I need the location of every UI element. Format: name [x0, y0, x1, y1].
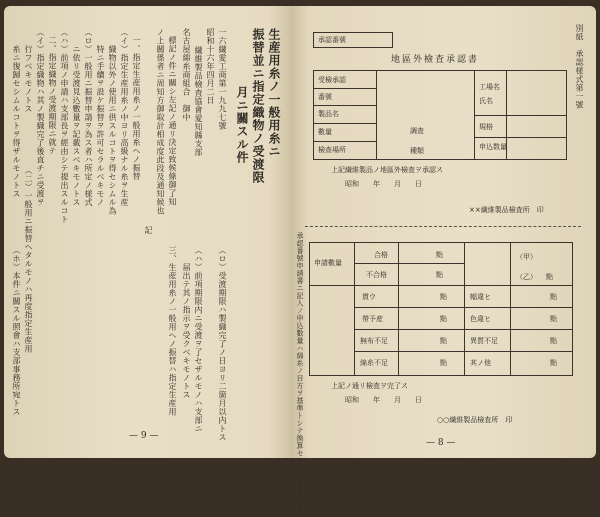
right-page	[291, 6, 596, 517]
row-label: 貫ウ	[362, 293, 376, 301]
unit: 點	[440, 337, 447, 345]
unit: 點	[440, 359, 447, 367]
unit: 點	[550, 293, 557, 301]
recipient: 名古屋綿糸商組合 御中	[182, 28, 191, 122]
body-line: （ホ）本件ニ關スル照會ハ支部事務所宛トス	[12, 246, 21, 416]
title-line-3: 月ニ關スル件	[235, 86, 249, 164]
body-line: 標記ノ件ニ關シ左記ノ通リ決定致候條御了知	[168, 36, 177, 206]
doc-date: 昭和十六年四月二日	[206, 28, 215, 105]
body-line: （ハ）前項ノ申請ハ支部長ヲ經由シテ提出スルコト	[60, 28, 69, 224]
approval-number-box	[313, 32, 393, 48]
title-line-1: 生産用糸ノ一般用糸ニ	[267, 28, 281, 158]
field-label: 檢查場所	[318, 146, 346, 154]
field-label: 數量	[318, 128, 332, 136]
section1-notice: 上記繊維製品ノ地區外檢査ヲ承認ス	[331, 166, 443, 174]
sender: 繊維製品檢査協會愛知縣支部	[194, 46, 203, 157]
body-line: （ロ）一般用ニ振替申請ヲ為ス者ハ所定ノ様式	[84, 28, 93, 207]
row-label: 異質不足	[470, 337, 498, 345]
body-line: （イ）指定織物ハ其ノ製織完了後直チニ受渡ヲ	[36, 28, 45, 207]
mark-b: （乙）	[516, 273, 537, 281]
field-label: 種類	[410, 147, 424, 155]
row-label: 帶予産	[362, 315, 383, 323]
doc-number: 一六繊愛工商第一九九七號	[218, 28, 227, 130]
title-line-2: 振替並ニ指定織物ノ受渡限	[251, 28, 265, 184]
body-line: ノ上關係者ニ周知方御取計相成度此段及通知候也	[156, 28, 165, 215]
page-number-8: — 8 —	[426, 438, 456, 448]
body-line: 特ニ手續ヲ設ケ振替ヲ許可セラルベキモノ	[96, 28, 105, 207]
row-label: 綿糸不足	[360, 359, 388, 367]
section1-date: 昭和 年 月 日	[345, 180, 422, 188]
unit: 點	[436, 251, 443, 259]
left-page	[4, 6, 291, 458]
row-label: 不合格	[366, 271, 387, 279]
body-line: ニ依リ受渡見込數量ヲ記載スベキモノトス	[72, 28, 81, 207]
body-line: 行フベキモノトス	[24, 28, 33, 113]
row-label: 其ノ他	[470, 359, 491, 367]
vertical-note: 承認番號申請書ニ記入ノ申込數量ハ綿糸ノ目方ヲ基準トシテ換算セラルベキモノトス	[296, 232, 304, 517]
field-label: 番號	[318, 93, 332, 101]
unit: 點	[440, 293, 447, 301]
row-label: 申請數量	[314, 259, 342, 267]
page-number-9: — 9 —	[129, 431, 159, 441]
inspection-approval-form	[313, 70, 567, 160]
section1-title: 地區外檢査承認書	[391, 55, 480, 65]
unit: 點	[550, 315, 557, 323]
unit: 點	[546, 273, 553, 281]
row-label: 幅違ヒ	[470, 293, 491, 301]
field-label: 申込数量	[479, 143, 507, 151]
field-label: 氏名	[479, 97, 493, 105]
section2-date: 昭和 年 月 日	[345, 396, 422, 404]
field-label: 規格	[479, 123, 493, 131]
section2-issuer: ○○繊維製品檢査所 印	[437, 416, 513, 424]
field-label: 受檢承認	[318, 76, 346, 84]
row-label: 合格	[374, 251, 388, 259]
body-line: 届出テ其ノ指示ヲ受クベキモノトス	[182, 246, 191, 399]
field-label: 製品名	[318, 110, 339, 118]
mark-a: （甲）	[516, 253, 537, 261]
unit: 點	[436, 271, 443, 279]
row-label: 色違ヒ	[470, 315, 491, 323]
form-label: 別紙 承認様式第一號	[575, 24, 584, 109]
body-line: 織物以外ノ使用ニ供スルコトヲ得セシムル為	[108, 28, 117, 215]
body-line: （イ）指定生産用糸ノ中ヨリ高級ナル糸ヲ生産	[120, 28, 129, 207]
body-line: 一、指定生産用糸ノ一般用糸ヘノ振替	[132, 36, 141, 181]
row-label: 無布不足	[360, 337, 388, 345]
unit: 點	[550, 337, 557, 345]
body-line: 二、指定織物ノ受渡期限ニ就テ	[48, 36, 57, 155]
body-line: （ハ）前項期限内ニ受渡ヲ了セザルモノハ支部ニ	[194, 246, 203, 433]
section1-issuer: ××繊維製品檢査所 印	[469, 206, 544, 214]
section2-notice: 上記ノ通リ檢査ヲ完了ス	[331, 382, 408, 390]
field-label: 調査	[410, 127, 424, 135]
body-line: 三、生産用糸ノ一般用ヘノ振替ハ指定生産用	[168, 246, 177, 416]
approval-number-label: 承認番號	[318, 36, 346, 44]
body-line: （二）一般用ニ振替ヘタルモノハ再度指定生産用	[24, 166, 33, 353]
body-line: 糸ニ復歸セシムルコトヲ得ザルモノトス	[12, 28, 21, 198]
field-label: 工場名	[479, 83, 500, 91]
body-line: 記	[144, 226, 153, 235]
unit: 點	[440, 315, 447, 323]
body-line: （ロ）受渡期限ハ製織完了ノ日ヨリ二箇月以内トス	[218, 246, 227, 442]
inspection-result-table	[309, 242, 573, 376]
unit: 點	[550, 359, 557, 367]
